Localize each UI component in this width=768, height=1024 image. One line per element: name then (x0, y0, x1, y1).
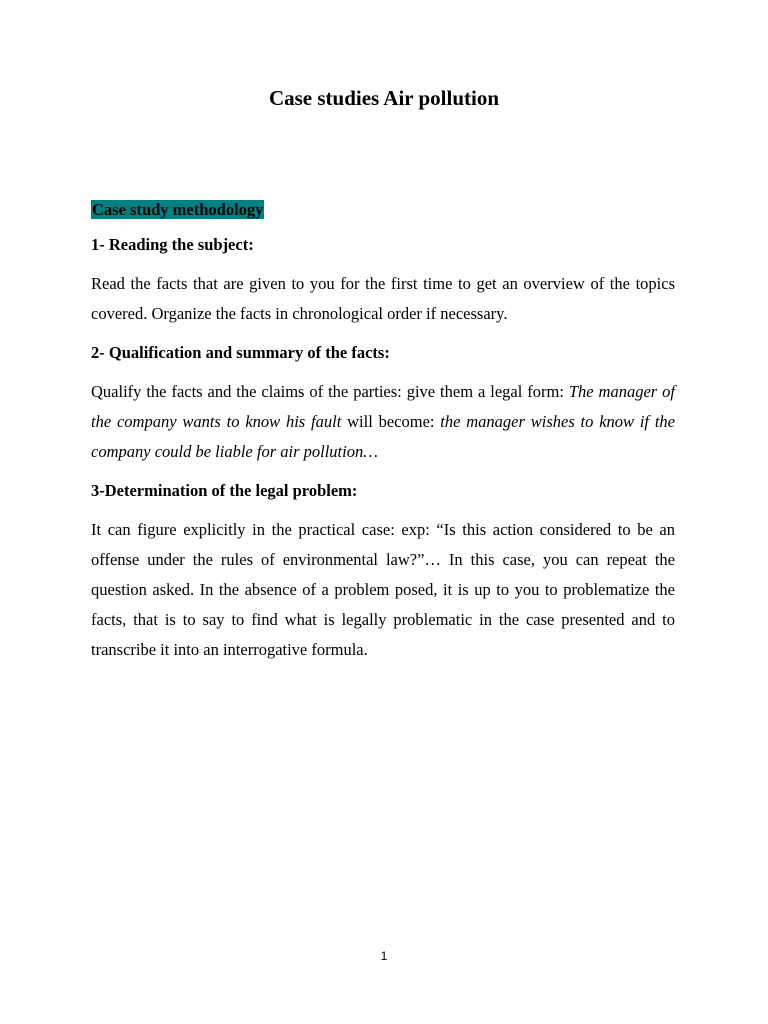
section-paragraph-legal-problem: It can figure explicitly in the practical case: exp: “Is this action considered to be an offense under the rules of environmental law?”… In this case, you can repeat the question asked. In the absence of a problem posed, it is up to you to problematize the facts, that is to say to find what is legally problematic in the case presented and to transcribe it into an interrogative formula. (91, 520, 675, 659)
section-paragraph-reading: Read the facts that are given to you for the first time to get an overview of the topics covered. Organize the facts in chronological order if necessary. (91, 274, 675, 323)
section-heading-qualification: 2- Qualification and summary of the facts: (91, 343, 390, 362)
section-paragraph-qualification (91, 377, 675, 467)
qualification-italic-2: the manager wishes to know if the company could be liable for air pollution… (91, 412, 675, 461)
qualification-text-2: will become: (341, 412, 441, 431)
qualification-text-1: Qualify the facts and the claims of the parties: give them a legal form: (91, 382, 569, 401)
methodology-label-highlight: Case study methodology (92, 200, 264, 219)
page-number: 1 (380, 949, 388, 963)
document-body (91, 199, 675, 674)
qualification-italic-1: The manager of the company wants to know his fault (91, 382, 675, 431)
document-title: Case studies Air pollution (268, 86, 500, 110)
methodology-label (91, 199, 675, 221)
section-heading-reading: 1- Reading the subject: (91, 235, 254, 254)
section-heading-legal-problem: 3-Determination of the legal problem: (91, 481, 358, 500)
